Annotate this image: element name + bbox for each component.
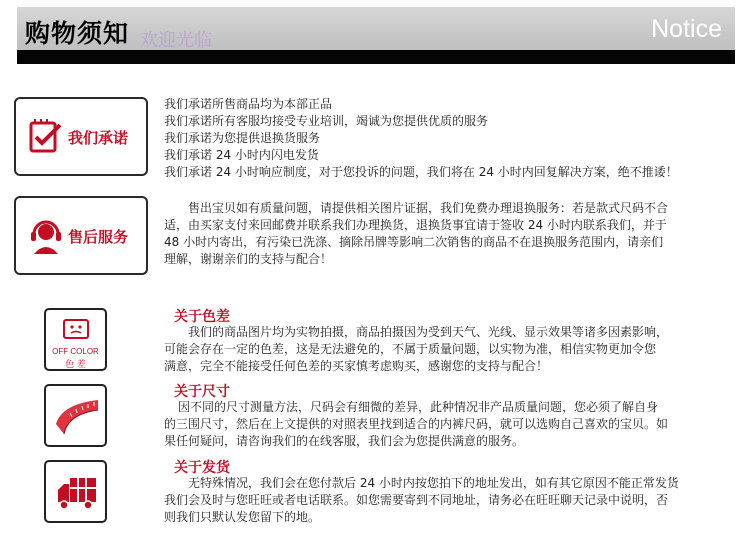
promise-line: 我们承诺所售商品均为本部正品 [164,97,333,111]
off-color-badge [44,308,107,371]
aftersale-line: 适，由买家支付来回邮费并联系我们办理换货，退换货事宜请于签收 24 小时内联系我们，并于 [164,218,667,232]
header-bar [17,50,735,64]
headset-icon [26,216,66,256]
aftersale-line: 48 小时内寄出，有污染已洗涤、摘除吊牌等影响二次销售的商品不在退换服务范围内，请亲们 [164,235,664,249]
shipping-line: 则我们只默认发您留下的地。 [164,510,321,524]
aftersale-text [164,200,668,268]
aftersale-label: 售后服务 [68,228,129,246]
aftersale-line: 售出宝贝如有质量问题，请提供相关图片证据，我们免费办理退换服务：若是款式尺码不合 [188,201,669,215]
shipping-text [164,475,679,526]
shipping-title: 关于发货 [174,460,230,476]
monitor-icon [62,318,90,342]
color-line: 满意，完全不能接受任何色差的买家慎考虑购买，感谢您的支持与配合！ [164,359,549,373]
promise-line: 我们承诺 24 小时响应制度，对于您投诉的问题，我们将在 24 小时内回复解决方案，绝不推诿！ [164,165,678,179]
aftersale-line: 理解，谢谢亲们的支持与配合！ [164,252,333,266]
promise-line: 我们承诺为您提供退换货服务 [164,131,321,145]
delivery-truck-icon [56,474,98,512]
off-color-text: OFF COLOR [52,347,99,356]
size-title: 关于尺寸 [174,384,230,400]
promise-badge [14,97,148,176]
size-line: 因不同的尺寸测量方法，尺码会有细微的差异，此种情况非产品质量问题，您必须了解自身 [178,400,659,414]
checklist-icon [26,117,66,157]
shipping-line: 我们会及时与您旺旺或者电话联系。如您需要寄到不同地址，请务必在旺旺聊天记录中说明，否 [164,493,669,507]
size-text [164,399,668,450]
header-watermark: 欢迎光临 [140,30,212,51]
color-text [164,324,668,375]
notice-label: Notice [651,15,722,43]
color-line: 我们的商品图片均为实物拍摄，商品拍摄因为受到天气、光线、显示效果等诸多因素影响， [188,325,669,339]
promise-line: 我们承诺 24 小时内闪电发货 [164,148,319,162]
promise-line: 我们承诺所有客服均接受专业培训，竭诚为您提供优质的服务 [164,114,489,128]
aftersale-badge [14,196,148,275]
promise-label: 我们承诺 [68,129,129,147]
tape-measure-icon [52,396,102,438]
off-color-cn: 色 差 [65,360,86,370]
size-line: 果任何疑问，请咨询我们的在线客服，我们会为您提供满意的服务。 [164,434,525,448]
size-line: 的三围尺寸，然后在上文提供的对照表里找到适合的内裤尺码，就可以选购自己喜欢的宝贝。如 [164,417,669,431]
shipping-line: 无特殊情况，我们会在您付款后 24 小时内按您拍下的地址发出，如有其它原因不能正常发货 [188,476,679,490]
color-line: 可能会存在一定的色差，这是无法避免的，不属于质量问题，以实物为准，相信实物更加令您 [164,342,657,356]
color-title: 关于色差 [174,309,230,325]
size-badge [44,384,107,447]
page-title: 购物须知 [25,19,130,48]
shipping-badge [44,460,107,523]
promise-text [164,96,678,181]
